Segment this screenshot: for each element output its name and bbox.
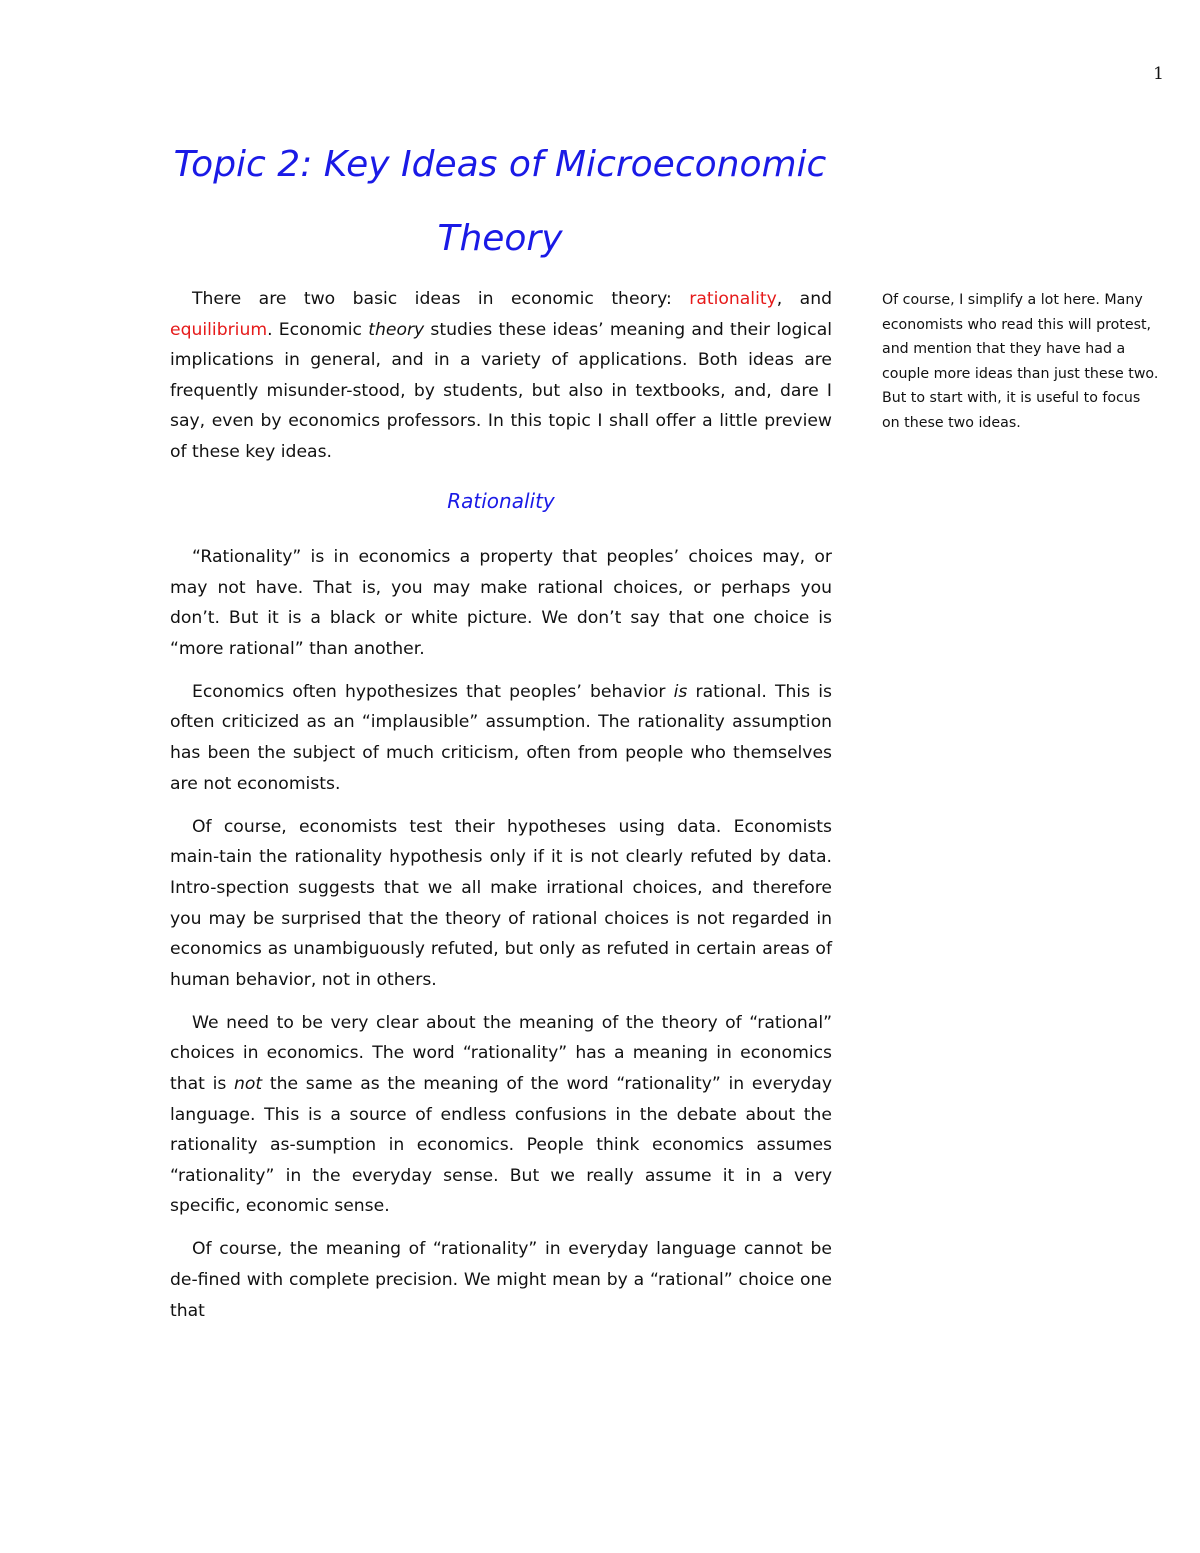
keyword-equilibrium: equilibrium [170, 319, 268, 340]
section-heading-rationality: Rationality [447, 489, 555, 513]
paragraph-1: “Rationality” is in economics a property that peoples’ choices may, or may not have. That is, you may make rational choices, or perhaps you don’t. But it is a black or white picture. We don’t say that one choice is “more rational” than another. [170, 547, 832, 659]
paragraph-4: We need to be very clear about the meaning of the theory of “rational” choices in economics. The word “rationality” has a meaning in economics that is not the same as the meaning of the word “rationality” in everyday language. This is a source of endless confusions in the debate about the rationality as-sumption in economics. People think economics assumes “rationality” in the everyday sense. But we really assume it in a very specific, economic sense. [170, 1012, 832, 1217]
emphasis-theory: theory [368, 319, 425, 340]
paragraph-3: Of course, economists test their hypotheses using data. Economists main-tain the rationality hypothesis only if it is not clearly refuted by data. Intro-spection suggests that we all make irrational choices, and therefore you may be surprised that the theory of rational choices is not regarded in economics as unambiguously refuted, but only as refuted in certain areas of human behavior, not in others. [170, 816, 832, 990]
page-title [170, 128, 830, 276]
emphasis-not: not [234, 1074, 263, 1094]
intro-section [170, 284, 832, 480]
margin-note: Of course, I simplify a lot here. Many economists who read this will protest, and mention that they have had a couple more ideas than just these two. But to start with, it is useful to focus on these two ideas. [882, 292, 1159, 431]
paragraph-2: Economics often hypothesizes that peoples’ behavior is rational. This is often criticized as an “implausible” assumption. The rationality assumption has been the subject of much criticism, often from people who themselves are not economists. [170, 681, 832, 794]
paragraph-5: Of course, the meaning of “rationality” in everyday language cannot be de-fined with complete precision. We might mean by a “rational” choice one that [170, 1239, 832, 1321]
title-line-2: Theory [437, 218, 563, 259]
title-line-1: Topic 2: Key Ideas of Microeconomic [173, 144, 827, 185]
rationality-section-body [170, 542, 832, 1339]
emphasis-is: is [673, 681, 688, 702]
keyword-rationality: rationality [689, 289, 777, 309]
page-number: 1 [1153, 64, 1164, 84]
intro-paragraph: There are two basic ideas in economic theory: rationality, and equilibrium. Economic theory studies these ideas’ meaning and their logical implications in general, and in a variety of applications. Both ideas are frequently misunder-stood, by students, but also in textbooks, and, dare I say, even by economics professors. In this topic I shall offer a little preview of these key ideas. [170, 289, 833, 462]
